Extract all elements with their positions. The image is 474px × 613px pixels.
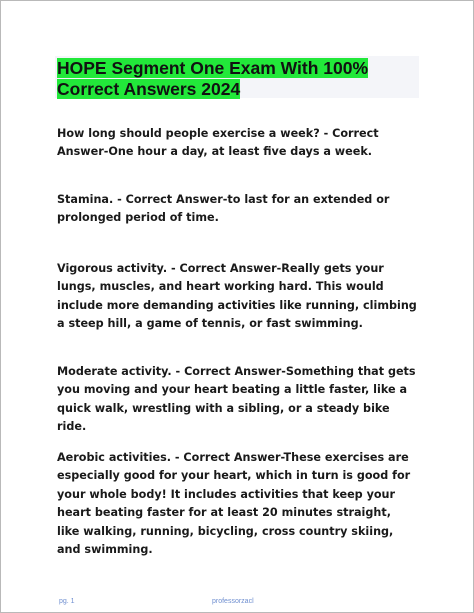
document-title	[57, 58, 419, 100]
qa-item-moderate-activity: Moderate activity. - Correct Answer-Something that gets you moving and your heart beating a little faster, like a quick walk, wrestling with a sibling, or a steady bike ride.	[57, 365, 416, 434]
qa-item-aerobic-activities: Aerobic activities. - Correct Answer-These exercises are especially good for your heart, which in turn is good for your whole body! It includes activities that keep your heart beating faster for at least 20 minutes straight, like walking, running, bicycling, cross country skiing, and swimming.	[57, 451, 411, 557]
page-number: pg. 1	[59, 598, 75, 605]
footer-brand: professorzacl	[212, 598, 254, 605]
qa-item-exercise-duration: How long should people exercise a week? - Correct Answer-One hour a day, at least five days a week.	[57, 127, 379, 159]
qa-item-vigorous-activity: Vigorous activity. - Correct Answer-Really gets your lungs, muscles, and heart working hard. This would include more demanding activities like running, climbing a steep hill, a game of tennis, or fast swimming.	[57, 262, 417, 331]
qa-item-stamina: Stamina. - Correct Answer-to last for an extended or prolonged period of time.	[57, 193, 390, 225]
title-highlight: HOPE Segment One Exam With 100% Correct Answers 2024	[57, 58, 369, 99]
